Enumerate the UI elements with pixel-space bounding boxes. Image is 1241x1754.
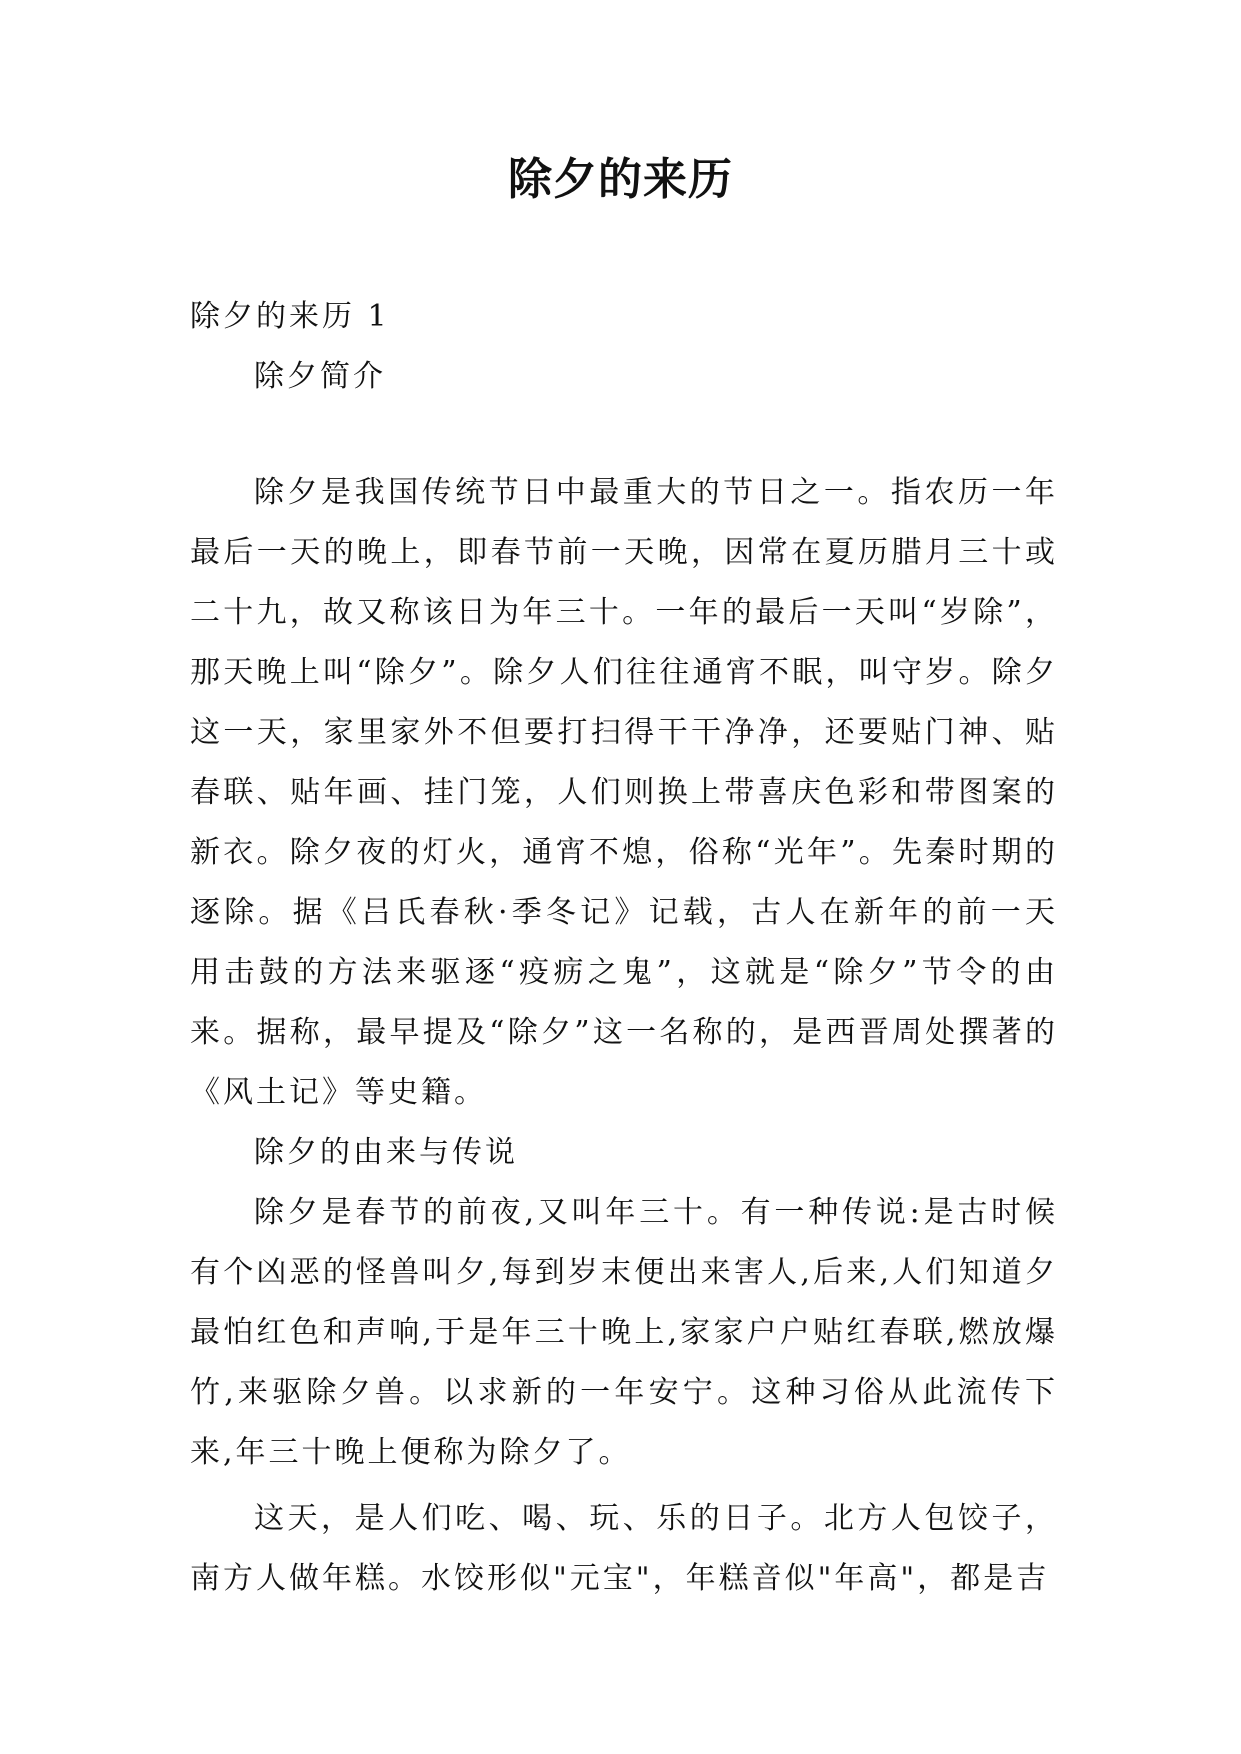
spacer — [190, 407, 1058, 463]
paragraph-intro: 除夕是我国传统节日中最重大的节日之一。指农历一年最后一天的晚上，即春节前一天晚，因常在夏历腊月三十或二十九，故又称该日为年三十。一年的最后一天叫“岁除”，那天晚上叫“除夕”。除夕人们往往通宵不眠，叫守岁。除夕这一天，家里家外不但要打扫得干干净净，还要贴门神、贴春联、贴年画、挂门笼，人们则换上带喜庆色彩和带图案的新衣。除夕夜的灯火，通宵不熄，俗称“光年”。先秦时期的逐除。据《吕氏春秋·季冬记》记载，古人在新年的前一天用击鼓的方法来驱逐“疫疬之鬼”，这就是“除夕”节令的由来。据称，最早提及“除夕”这一名称的，是西晋周处撰著的《风土记》等史籍。 — [190, 475, 1058, 1110]
paragraph-customs: 这天，是人们吃、喝、玩、乐的日子。北方人包饺子，南方人做年糕。水饺形似"元宝"，年糕音似"年高"，都是吉 — [190, 1501, 1058, 1596]
section-title: 除夕的来历 1 — [190, 299, 390, 334]
heading-origin: 除夕的由来与传说 — [254, 1135, 518, 1170]
paragraph-legend: 除夕是春节的前夜,又叫年三十。有一种传说:是古时候有个凶恶的怪兽叫夕,每到岁末便出来害人,后来,人们知道夕最怕红色和声响,于是年三十晚上,家家户户贴红春联,燃放爆竹,来驱除夕兽。以求新的一年安宁。这种习俗从此流传下来,年三十晚上便称为除夕了。 — [190, 1195, 1058, 1470]
heading-intro: 除夕简介 — [254, 359, 386, 394]
document-body — [190, 287, 1058, 1609]
document-title: 除夕的来历 — [508, 154, 733, 205]
